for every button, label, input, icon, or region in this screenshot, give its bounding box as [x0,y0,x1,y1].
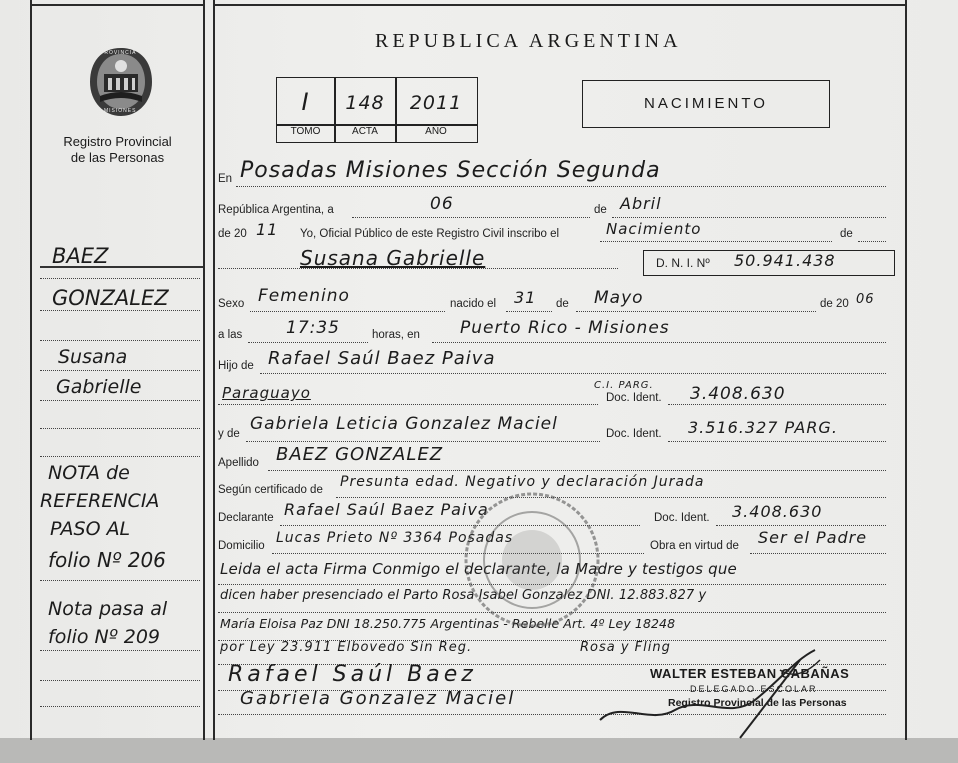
margin-rule [40,340,200,341]
seal-text-top: PROVINCIA [100,50,137,56]
domicilio-value: Lucas Prieto Nº 3364 Posadas [276,530,514,546]
margin-given1: Susana [58,346,128,368]
margin-surname2: GONZALEZ [52,286,169,310]
field-line [268,470,886,471]
seal-text-bottom: MISIONES [104,108,137,114]
field-line [248,342,368,343]
margin-note-ref2: REFERENCIA [40,490,160,512]
republica-label: República Argentina, a [218,204,334,216]
place-value: Posadas Misiones Sección Segunda [240,158,661,183]
registry-name-line2: de las Personas [70,150,165,165]
nacido-label: nacido el [450,298,497,310]
top-left-rule [30,4,204,6]
left-border-line [30,0,32,740]
text-line-1: Leida el acta Firma Conmigo el declarante, la Madre y testigos que [220,560,737,578]
officer-signature-flourish [580,640,840,740]
text-line-4: por Ley 23.911 Elbovedo Sin Reg. [220,640,473,655]
segun-value: Presunta edad. Negativo y declaración Jurada [340,474,705,490]
hijo-label: Hijo de [218,360,254,372]
year-prefix-label: de 20 [218,228,247,240]
anio-label: AÑO [425,126,447,137]
de-label-2: de [840,228,853,240]
officer-registry-stamp: Registro Provincial de las Personas [668,697,847,709]
sexo-label: Sexo [218,298,245,310]
tomo-value: I [301,88,310,116]
margin-rule [40,580,200,581]
text-line-4b: Rosa y Fling [580,640,671,655]
margin-note-ref4: folio Nº 206 [48,548,166,572]
month-value: Abril [620,194,662,213]
margin-note2-line1: Nota pasa al [48,598,168,620]
margin-surname1: BAEZ [52,244,109,268]
field-line [750,553,886,554]
field-line [352,217,590,218]
margin-rule [40,456,200,457]
field-line [668,404,886,405]
margin-rule [40,310,200,311]
margin-rule [40,650,200,651]
tomo-label: TOMO [290,126,321,137]
margin-rule [40,278,200,279]
right-border-line [905,0,907,740]
declarante-label: Declarante [218,512,274,524]
field-line [668,441,886,442]
scan-bottom-edge [0,738,958,763]
margin-rule [40,428,200,429]
margin-given2: Gabrielle [56,376,142,398]
declarante-value: Rafael Saúl Baez Paiva [284,500,489,519]
dni-label: D. N. I. Nº [656,256,710,270]
column-divider-line-2 [213,0,215,740]
registry-name-line1: Registro Provincial [63,134,172,149]
doc-ident-label: Doc. Ident. [606,392,662,404]
acta-label: ACTA [352,126,378,137]
dni-box [643,250,895,276]
field-line [716,525,886,526]
record-number-box [276,77,478,143]
father-nationality: Paraguayo [222,384,311,402]
mother-value: Gabriela Leticia Gonzalez Maciel [250,414,558,434]
child-name-value: Susana Gabrielle [300,246,486,270]
domicilio-label: Domicilio [218,540,265,552]
time-value: 17:35 [286,318,340,338]
field-line [236,186,886,187]
signature-madre: Gabriela Gonzalez Maciel [240,688,516,709]
obra-label: Obra en virtud de [650,540,739,552]
en-label: En [218,173,233,185]
field-line [218,404,598,405]
margin-rule [40,706,200,707]
margin-note-ref3: PASO AL [50,518,131,540]
yde-label: y de [218,428,240,440]
field-line [858,241,886,242]
mother-doc-value: 3.516.327 PARG. [688,418,838,437]
horas-label: horas, en [372,329,420,341]
doc-ident-label-3: Doc. Ident. [654,512,710,524]
field-line [250,311,445,312]
record-type-box: NACIMIENTO [582,80,830,128]
de-label: de [594,204,607,216]
text-line-2: dicen haber presenciado el Parto Rosa Isabel Gonzalez DNI. 12.883.827 y [220,588,707,603]
father-value: Rafael Saúl Baez Paiva [268,348,496,369]
officer-title-stamp: DELEGADO ESCOLAR [690,684,818,694]
field-line [600,241,832,242]
declarante-doc-value: 3.408.630 [732,502,823,521]
segun-label: Según certificado de [218,484,323,496]
birth-day-value: 31 [514,288,537,307]
officer-name-stamp: WALTER ESTEBAN CABAÑAS [650,666,850,681]
birth-year-value: 06 [856,292,875,307]
signature-declarante: Rafael Saúl Baez [228,662,477,687]
official-round-stamp [462,490,602,630]
margin-note-ref1: NOTA de [48,462,130,484]
apellido-value: BAEZ GONZALEZ [276,444,444,465]
father-doc-prefix: C.I. PARG. [594,380,654,391]
provincial-seal-logo [86,44,156,120]
field-line [336,497,886,498]
birth-year-label: de 20 [820,298,849,310]
field-line [612,217,886,218]
alas-label: a las [218,329,243,341]
margin-rule [40,400,200,401]
de-label-3: de [556,298,569,310]
field-line [260,373,886,374]
year-suffix-value: 11 [256,220,279,239]
birth-place-value: Puerto Rico - Misiones [460,318,670,338]
field-line [246,441,600,442]
text-line-3: María Eloisa Paz DNI 18.250.775 Argentinas - Rebelle Art. 4º Ley 18248 [220,616,676,631]
obra-value: Ser el Padre [758,528,868,547]
inscribe-value: Nacimiento [606,220,702,238]
field-line [576,311,816,312]
father-doc-value: 3.408.630 [690,384,786,404]
anio-value: 2011 [409,92,463,114]
field-line [432,342,886,343]
day-value: 06 [430,194,454,214]
margin-note2-line2: folio Nº 209 [48,626,161,648]
top-rule [213,4,905,6]
birth-month-value: Mayo [594,288,644,308]
registry-name [40,134,195,166]
country-title: REPUBLICA ARGENTINA [375,30,682,52]
apellido-label: Apellido [218,457,259,469]
field-line [506,311,552,312]
acta-value: 148 [345,92,385,114]
officer-text: Yo, Oficial Público de este Registro Civil inscribo el [300,228,560,240]
column-divider-line [203,0,205,740]
dni-value: 50.941.438 [734,251,836,270]
sexo-value: Femenino [258,286,350,306]
doc-ident-label-2: Doc. Ident. [606,428,662,440]
margin-rule [40,680,200,681]
margin-rule [40,370,200,371]
